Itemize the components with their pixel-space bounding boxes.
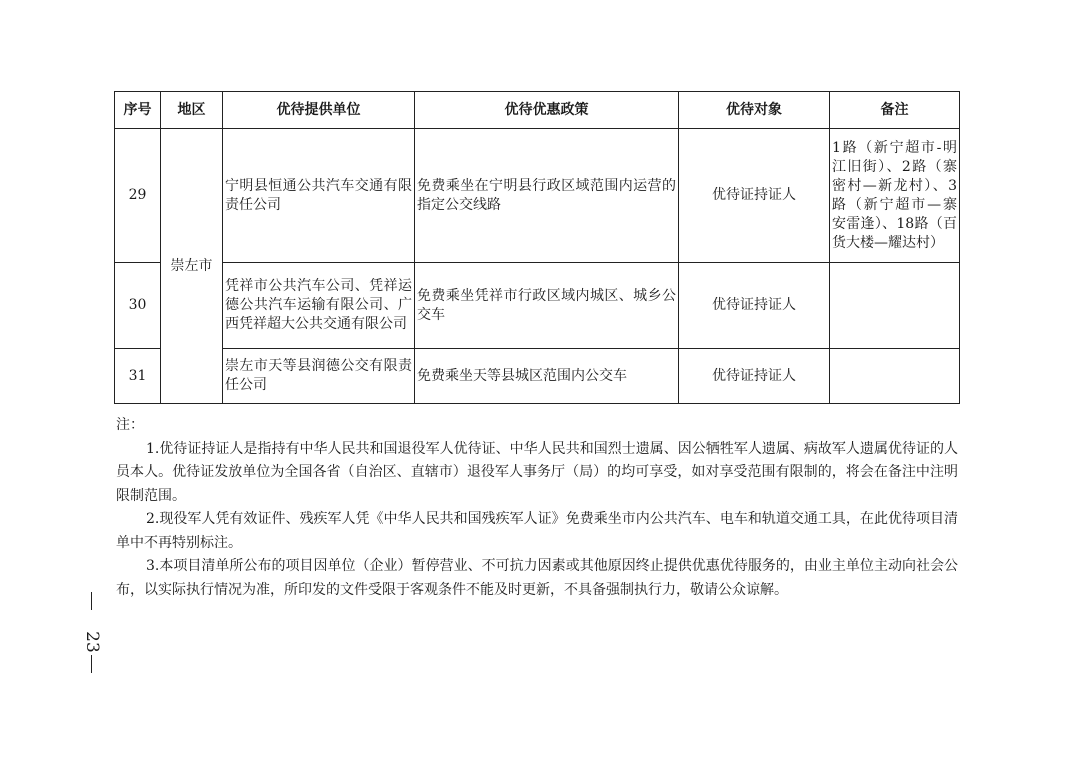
row-policy: 免费乘坐凭祥市行政区域内城区、城乡公交车: [415, 263, 679, 349]
row-no: 30: [115, 263, 161, 349]
row-target: 优待证持证人: [679, 349, 830, 404]
row-provider: 崇左市天等县润德公交有限责任公司: [223, 349, 415, 404]
region-cell: 崇左市: [161, 129, 223, 404]
row-remark: [830, 263, 960, 349]
table-row: [115, 129, 960, 263]
header-target: 优待对象: [679, 92, 830, 129]
notes-section: [116, 414, 958, 602]
header-region: 地区: [161, 92, 223, 129]
note-item-2: 2.现役军人凭有效证件、残疾军人凭《中华人民共和国残疾军人证》免费乘坐市内公共汽车、电车和轨道交通工具，在此优待项目清单中不再特别标注。: [116, 511, 958, 551]
header-no: 序号: [115, 92, 161, 129]
row-policy: 免费乘坐天等县城区范围内公交车: [415, 349, 679, 404]
table-header-row: [115, 92, 960, 129]
row-remark: 1路（新宁超市-明江旧街）、2路（寨密村—新龙村）、3路（新宁超市—寨安雷逢）、18路（百货大楼—耀达村）: [830, 129, 960, 263]
row-provider: 宁明县恒通公共汽车交通有限责任公司: [223, 129, 415, 263]
page-number-dash-bottom: [91, 655, 92, 673]
table-row: [115, 349, 960, 404]
header-remark: 备注: [830, 92, 960, 129]
benefits-table: [114, 91, 960, 404]
table-row: [115, 263, 960, 349]
notes-heading: 注：: [116, 417, 144, 433]
row-target: 优待证持证人: [679, 263, 830, 349]
row-no: 31: [115, 349, 161, 404]
note-item-1: 1.优待证持证人是指持有中华人民共和国退役军人优待证、中华人民共和国烈士遗属、因公牺牲军人遗属、病故军人遗属优待证的人员本人。优待证发放单位为全国各省（自治区、直辖市）退役军人事务厅（局）的均可享受，如对享受范围有限制的，将会在备注中注明限制范围。: [116, 440, 958, 504]
header-provider: 优待提供单位: [223, 92, 415, 129]
row-policy: 免费乘坐在宁明县行政区域范围内运营的指定公交线路: [415, 129, 679, 263]
row-no: 29: [115, 129, 161, 263]
row-target: 优待证持证人: [679, 129, 830, 263]
page-number-dash-top: [91, 592, 92, 610]
row-remark: [830, 349, 960, 404]
page-number: 23: [82, 631, 102, 653]
note-item-3: 3.本项目清单所公布的项目因单位（企业）暂停营业、不可抗力因素或其他原因终止提供优惠优待服务的，由业主单位主动向社会公布，以实际执行情况为准，所印发的文件受限于客观条件不能及时更新，不具备强制执行力，敬请公众谅解。: [116, 558, 958, 598]
row-provider: 凭祥市公共汽车公司、凭祥运德公共汽车运输有限公司、广西凭祥超大公共交通有限公司: [223, 263, 415, 349]
header-policy: 优待优惠政策: [415, 92, 679, 129]
